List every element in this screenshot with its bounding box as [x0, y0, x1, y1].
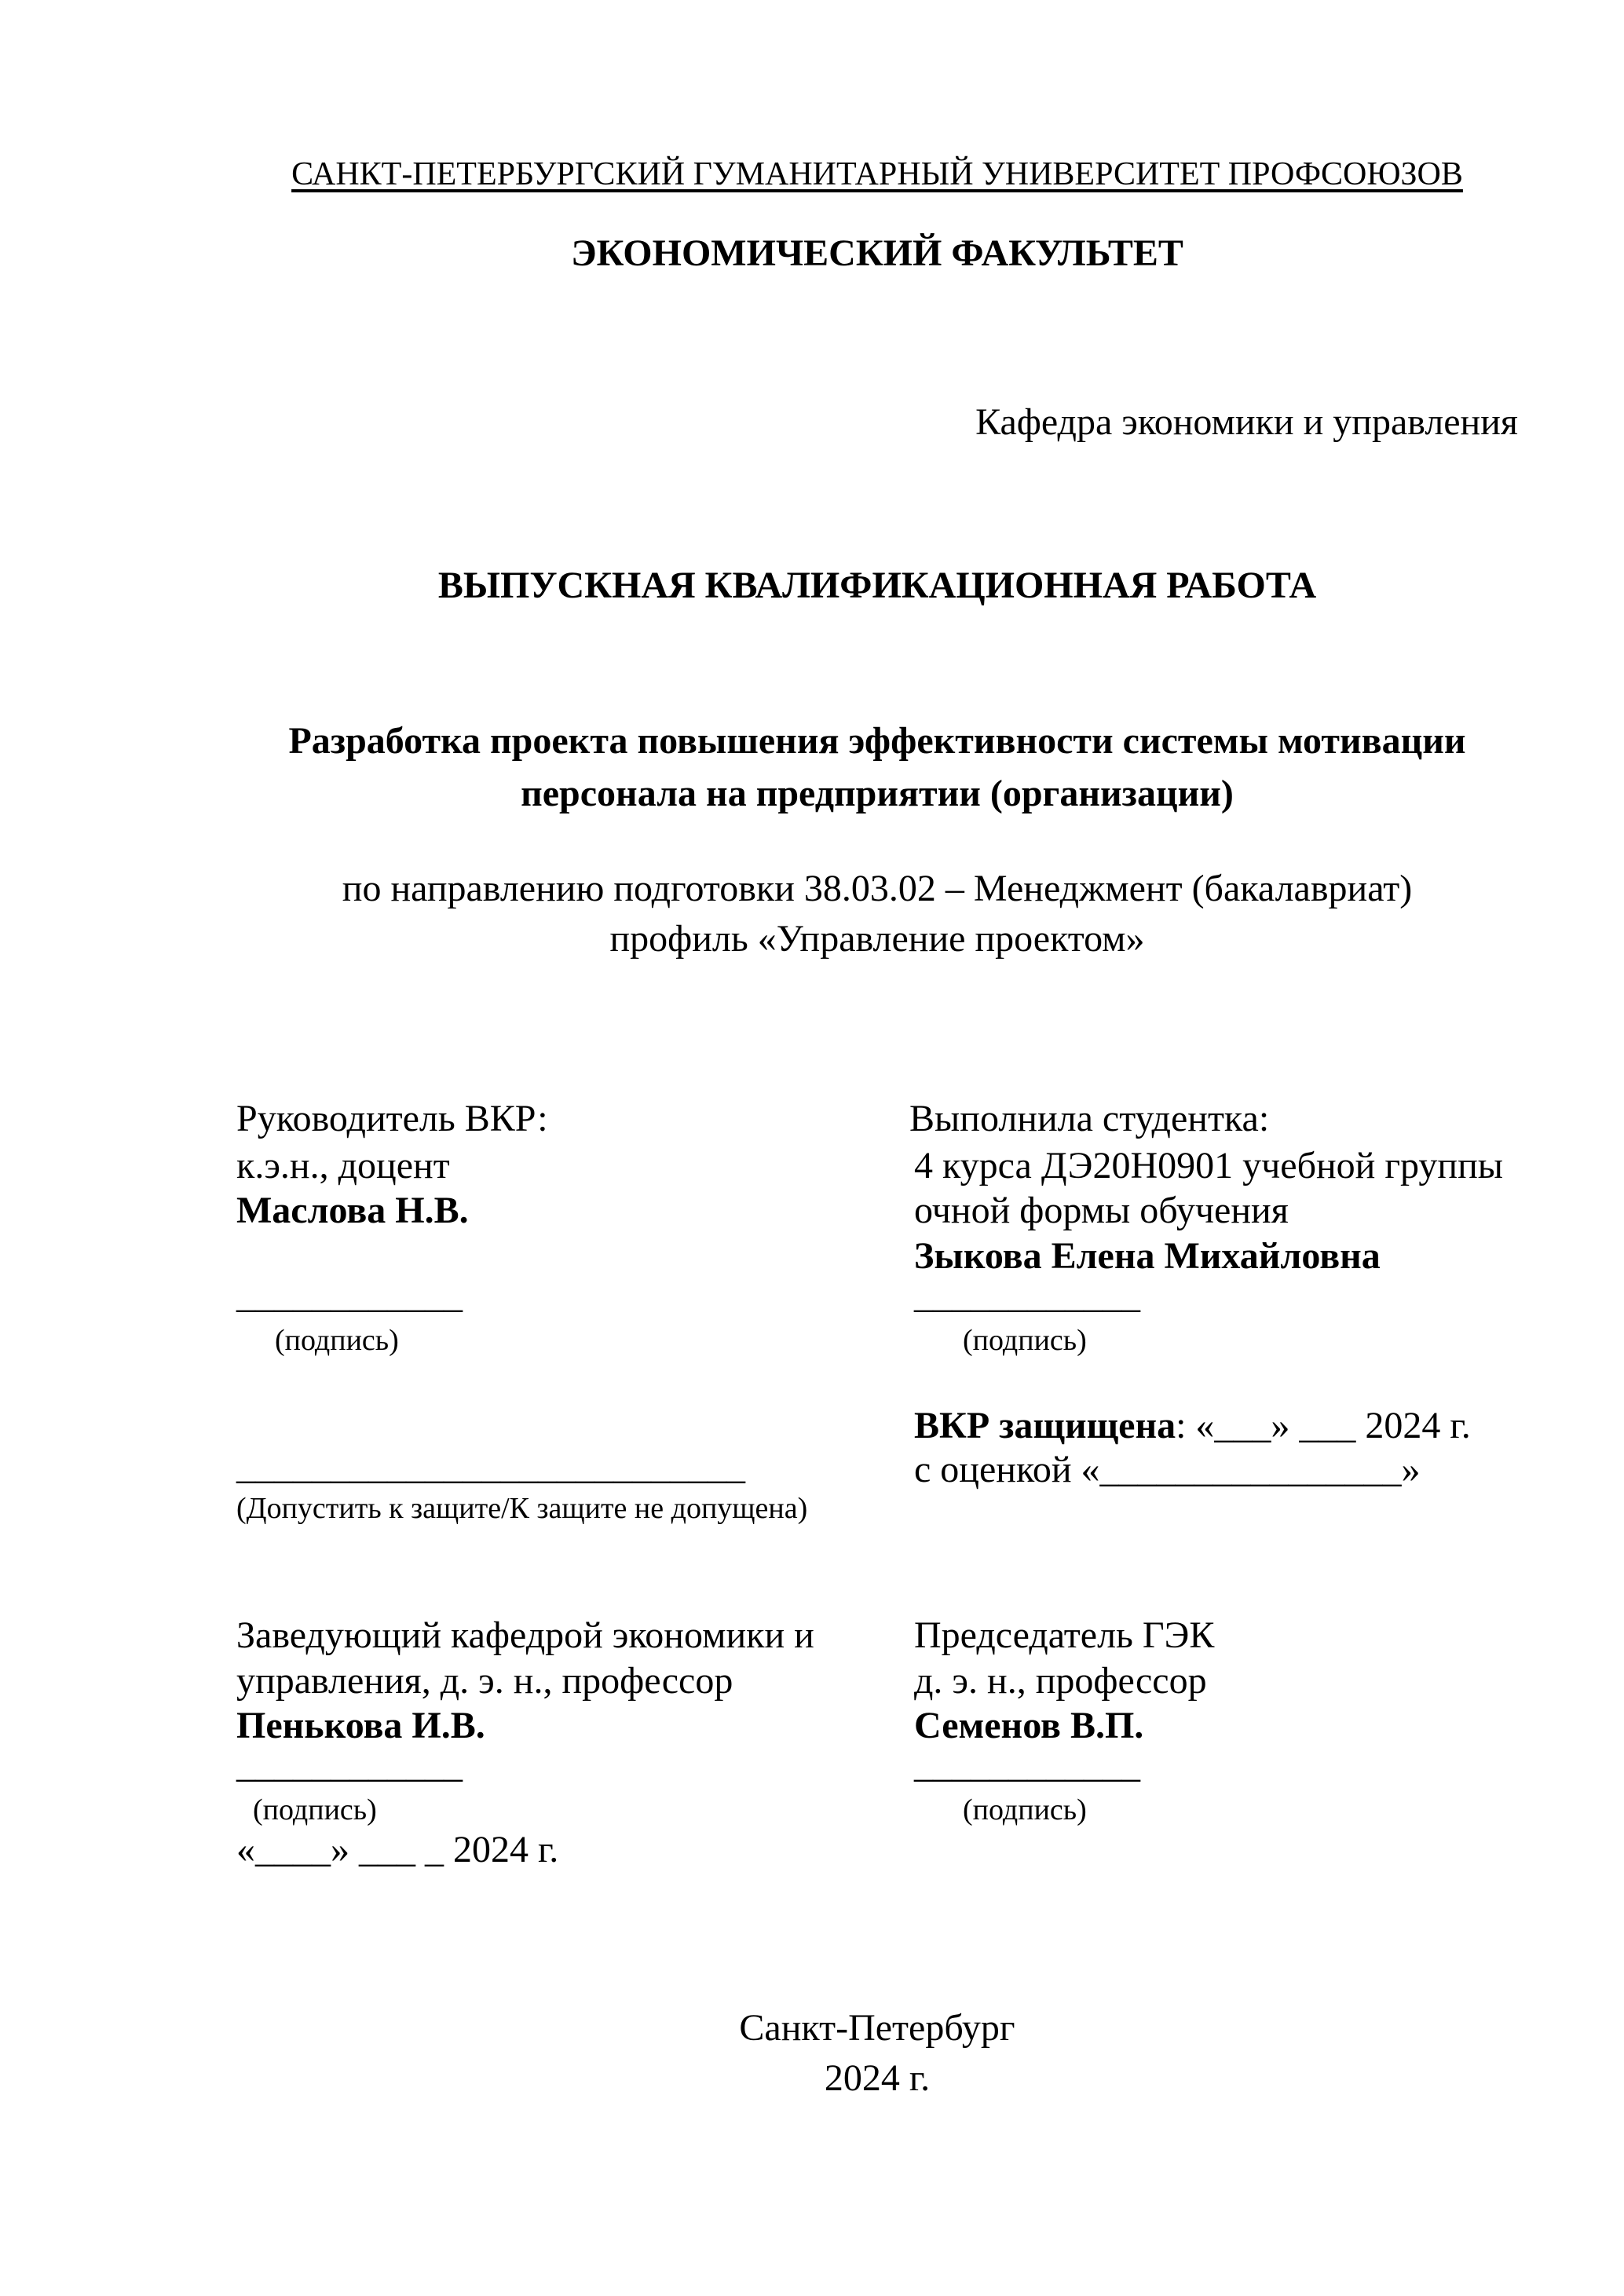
topic-line-1: Разработка проекта повышения эффективности системы мотивации [288, 720, 1466, 762]
defense-grade: с оценкой «________________» [914, 1449, 1421, 1490]
topic-line-2: персонала на предприятии (организации) [521, 773, 1234, 814]
supervisor-name: Маслова Н.В. [236, 1190, 469, 1231]
head-title-line-2: управления, д. э. н., профессор [236, 1660, 733, 1702]
chair-title-line-2: д. э. н., профессор [914, 1660, 1207, 1702]
student-signature-caption: (подпись) [963, 1324, 1087, 1357]
student-form: очной формы обучения [914, 1190, 1289, 1231]
student-group: 4 курса ДЭ20Н0901 учебной группы [914, 1145, 1504, 1186]
student-signature-line: ____________ [914, 1274, 1140, 1316]
student-name: Зыкова Елена Михайловна [914, 1235, 1381, 1277]
head-date: «____» ___ _ 2024 г. [236, 1829, 559, 1870]
defense-label: ВКР защищена [914, 1405, 1176, 1446]
profile-line: профиль «Управление проектом» [609, 918, 1145, 960]
admission-caption: (Допустить к защите/К защите не допущена) [236, 1492, 808, 1525]
head-title-line-1: Заведующий кафедрой экономики и [236, 1614, 814, 1656]
department-name: Кафедра экономики и управления [975, 401, 1518, 443]
chair-signature-caption: (подпись) [963, 1793, 1087, 1826]
supervisor-degree: к.э.н., доцент [236, 1145, 450, 1186]
head-signature-caption: (подпись) [253, 1793, 377, 1826]
defense-date: : «___» ___ 2024 г. [1176, 1405, 1471, 1446]
student-label: Выполнила студентка: [909, 1098, 1270, 1139]
supervisor-signature-caption: (подпись) [275, 1324, 399, 1357]
supervisor-signature-line: ____________ [236, 1274, 463, 1316]
head-name: Пенькова И.В. [236, 1705, 485, 1746]
city: Санкт-Петербург [739, 2007, 1015, 2049]
defense-line [914, 1402, 1471, 1450]
head-signature-line: ____________ [236, 1744, 463, 1786]
chair-signature-line: ____________ [914, 1744, 1140, 1786]
supervisor-label: Руководитель ВКР: [236, 1098, 548, 1139]
university-name: САНКТ-ПЕТЕРБУРГСКИЙ ГУМАНИТАРНЫЙ УНИВЕРСИТЕТ ПРОФСОЮЗОВ [291, 156, 1463, 192]
faculty-name: ЭКОНОМИЧЕСКИЙ ФАКУЛЬТЕТ [571, 232, 1183, 274]
work-type-heading: ВЫПУСКНАЯ КВАЛИФИКАЦИОННАЯ РАБОТА [437, 565, 1317, 606]
direction-line: по направлению подготовки 38.03.02 – Менеджмент (бакалавриат) [342, 868, 1413, 909]
admission-line: ___________________________ [236, 1446, 745, 1487]
chair-name: Семенов В.П. [914, 1705, 1144, 1746]
year: 2024 г. [824, 2057, 931, 2099]
chair-title-line-1: Председатель ГЭК [914, 1614, 1215, 1656]
